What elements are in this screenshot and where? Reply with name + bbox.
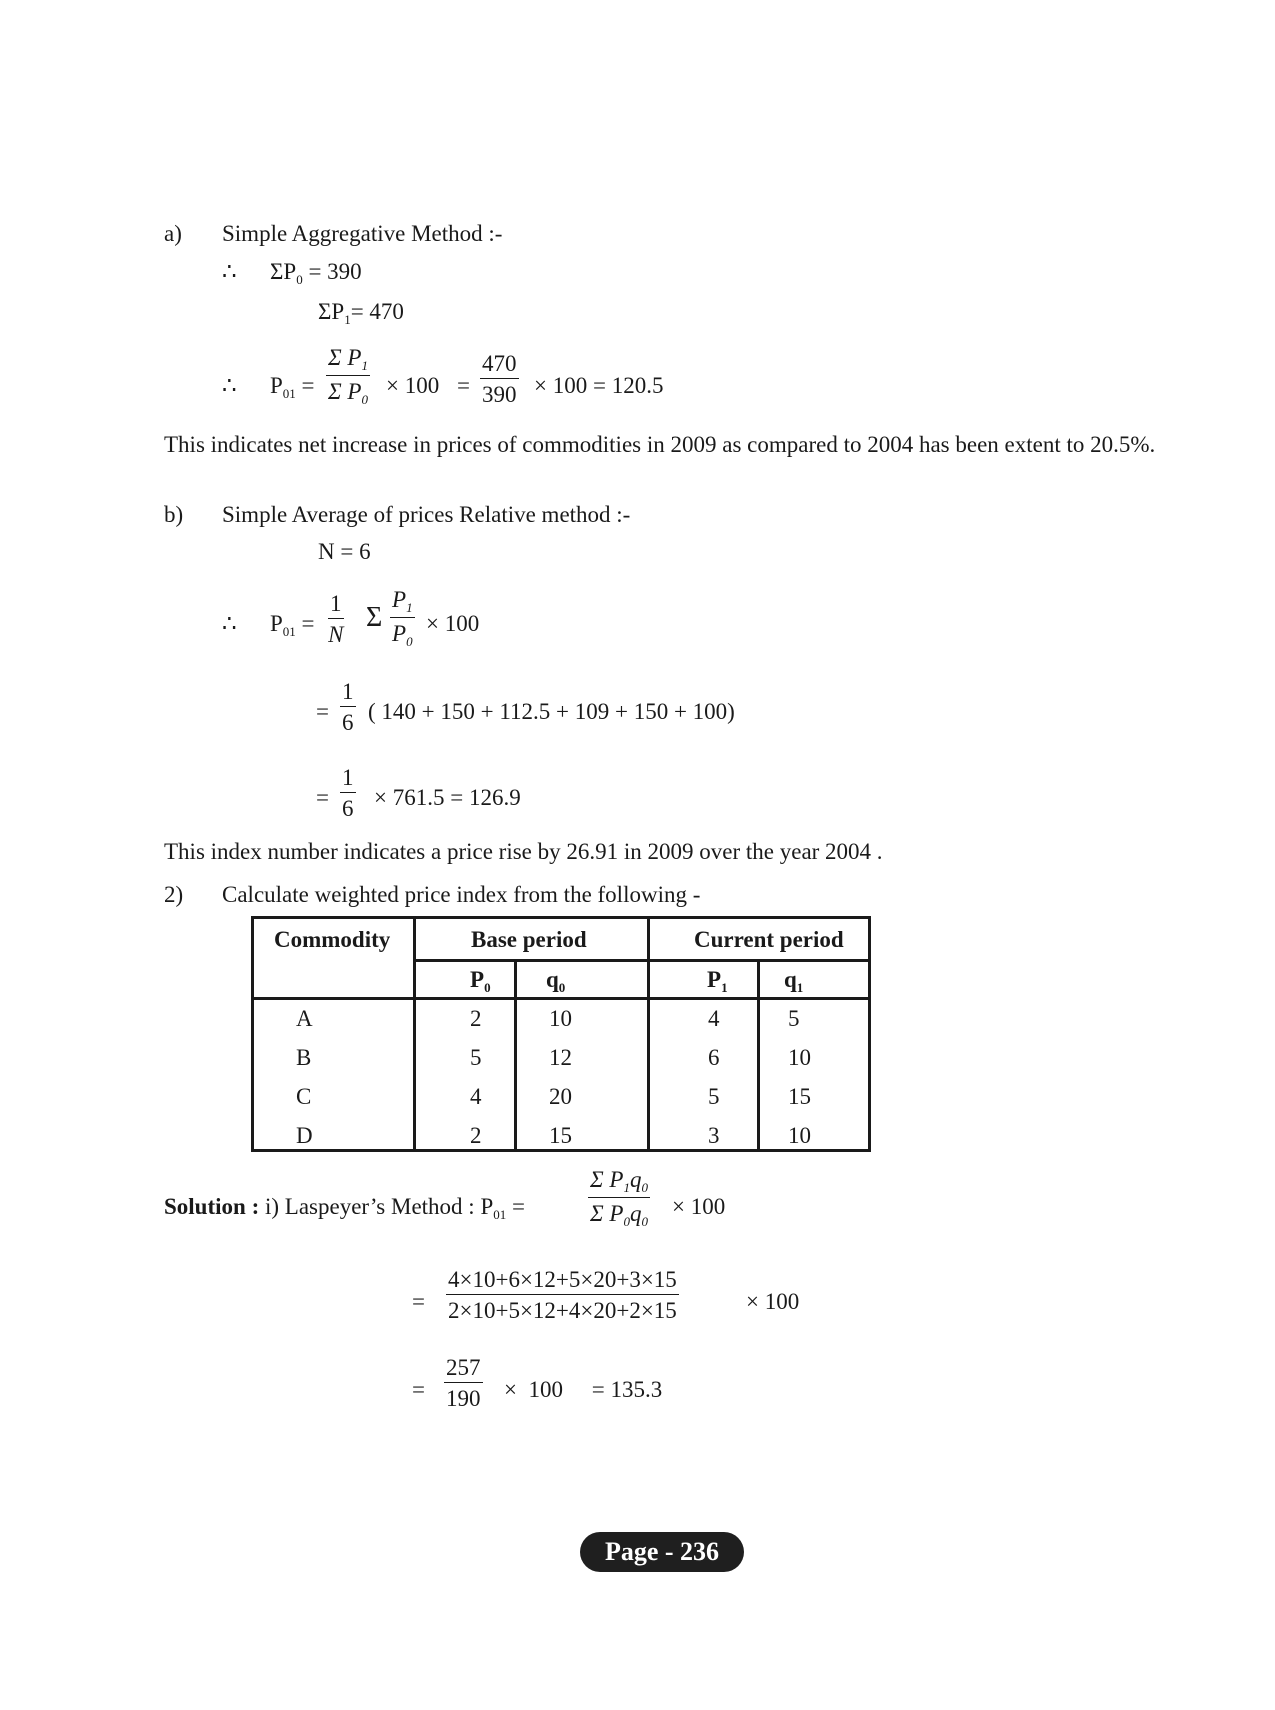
therefore-symbol: ∴: [222, 611, 237, 636]
sigma-symbol: Σ: [366, 602, 383, 633]
equals-sign: =: [457, 373, 470, 398]
equals-sign: =: [412, 1289, 425, 1314]
solution-line: Solution : i) Laspeyer’s Method : $P_{01}$ =: [164, 1194, 525, 1222]
equals-sign: =: [412, 1377, 425, 1402]
part-a-conclusion: This indicates net increase in prices of commodities in 2009 as compared to 2004 has been extent to 20.5%.: [164, 432, 1156, 457]
relatives-sum: ( 140 + 150 + 112.5 + 109 + 150 + 100): [368, 699, 735, 724]
subheader-p0: $P_0$: [470, 967, 491, 995]
one-sixth-fraction: $\frac{1}{6}$: [342, 765, 354, 821]
aggregative-fraction: $\frac{\Sigma P_1}{\Sigma P_0}$: [328, 345, 368, 407]
subheader-p1: $P_1$: [707, 967, 728, 995]
sum-p1-line: $\Sigma P_1= 470$: [318, 299, 404, 327]
header-commodity: Commodity: [274, 927, 391, 952]
equals-sign: =: [316, 699, 329, 724]
laspeyres-fraction: $\frac{\Sigma P_1q_0}{\Sigma P_0q_0}$: [590, 1167, 648, 1229]
part-a-label: a): [164, 221, 182, 246]
question-2-label: 2): [164, 882, 184, 907]
equals-sign: =: [316, 785, 329, 810]
aggregative-values-fraction: $\frac{470}{390}$: [482, 351, 517, 407]
part-b-label: b): [164, 502, 184, 527]
therefore-symbol: ∴: [222, 259, 237, 284]
therefore-symbol: ∴: [222, 373, 237, 398]
aggregative-result: × 100 = 120.5: [534, 373, 664, 398]
page-number-badge: Page - 236: [580, 1532, 744, 1572]
relative-result: × 761.5 = 126.9: [374, 785, 521, 810]
one-sixth-fraction: $\frac{1}{6}$: [342, 679, 354, 735]
times-100: × 100: [426, 611, 480, 636]
subheader-q0: $q_0$: [546, 967, 566, 995]
p01-lhs: $P_{01}$ =: [270, 373, 315, 401]
price-table: Commodity Base period Current period $P_0$ $q_0$ $P_1$ $q_1$ A 2 10 4 5 B 5 12 6 10 C 4 20 5 15 D 2 15 3 10: [251, 916, 871, 1152]
part-b-conclusion: This index number indicates a price rise by 26.91 in 2009 over the year 2004 .: [164, 839, 883, 864]
relative-fraction: $\frac{P_1}{P_0}$: [392, 587, 413, 649]
one-over-n-fraction: $\frac{1}{N}$: [328, 591, 344, 647]
sum-p0-line: $\Sigma P_0 = 390$: [270, 259, 362, 287]
question-2-text: Calculate weighted price index from the following -: [222, 882, 701, 907]
times-100: × 100: [746, 1289, 800, 1314]
p01-lhs: $P_{01}$ =: [270, 611, 315, 639]
laspeyres-values-fraction: $\frac{257}{190}$: [446, 1355, 481, 1411]
header-base-period: Base period: [471, 927, 587, 952]
subheader-q1: $q_1$: [784, 967, 804, 995]
times-100: × 100: [386, 373, 440, 398]
laspeyres-expanded-fraction: $\frac{4\times 10+6\times 12+5\times 20+3\times 15}{2\times 10+5\times 12+4\times 20+2\times 15}$: [448, 1267, 677, 1323]
laspeyres-result: × 100 = 135.3: [504, 1377, 663, 1402]
part-a-heading: Simple Aggregative Method :-: [222, 221, 503, 246]
part-b-heading: Simple Average of prices Relative method :-: [222, 502, 631, 527]
header-current-period: Current period: [694, 927, 844, 952]
times-100: × 100: [672, 1194, 726, 1219]
n-line: N = 6: [318, 539, 371, 564]
